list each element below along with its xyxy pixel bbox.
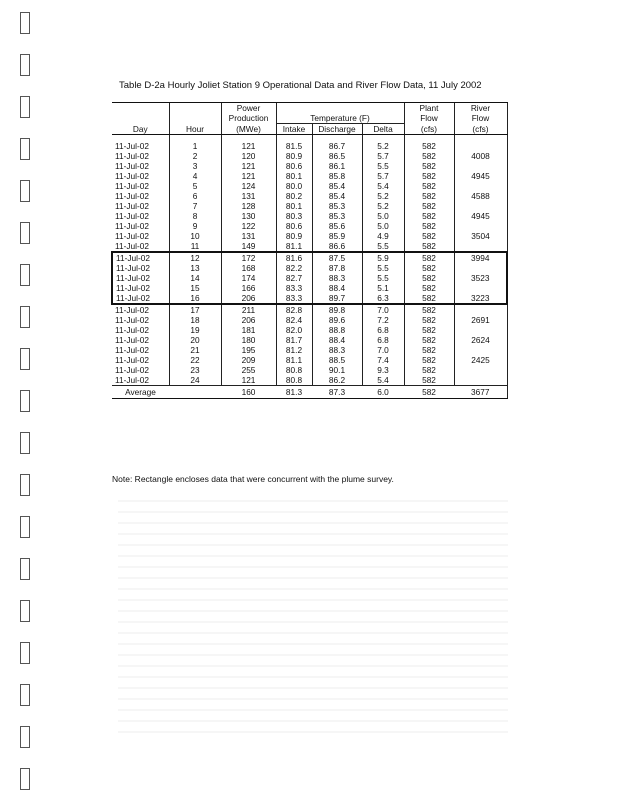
table-row bbox=[112, 283, 507, 293]
day-cell: 11-Jul-02 bbox=[115, 375, 149, 385]
discharge-cell: 86.6 bbox=[312, 241, 362, 252]
plant-flow-cell: 582 bbox=[404, 231, 454, 241]
power-cell: 128 bbox=[221, 201, 276, 211]
plant-flow-cell: 582 bbox=[404, 345, 454, 355]
delta-cell: 4.9 bbox=[362, 231, 404, 241]
header-plant-line3: (cfs) bbox=[404, 124, 454, 135]
hour-cell: 16 bbox=[169, 293, 221, 304]
power-cell: 166 bbox=[221, 283, 276, 293]
header-power-line2: Production bbox=[221, 113, 276, 124]
average-plant-flow: 582 bbox=[404, 386, 454, 399]
river-flow-cell bbox=[454, 365, 507, 375]
plant-flow-cell: 582 bbox=[404, 171, 454, 181]
discharge-cell: 89.7 bbox=[312, 293, 362, 304]
day-cell: 11-Jul-02 bbox=[115, 335, 149, 345]
day-cell: 11-Jul-02 bbox=[115, 171, 149, 181]
power-cell: 131 bbox=[221, 191, 276, 201]
hour-cell: 11 bbox=[169, 241, 221, 252]
plant-flow-cell: 582 bbox=[404, 304, 454, 315]
table-row bbox=[112, 151, 507, 161]
hour-cell: 9 bbox=[169, 221, 221, 231]
table-row bbox=[112, 171, 507, 181]
river-flow-cell: 3223 bbox=[454, 293, 507, 304]
intake-cell: 80.8 bbox=[276, 365, 312, 375]
intake-cell: 80.3 bbox=[276, 211, 312, 221]
average-label: Average bbox=[112, 386, 169, 399]
table-row bbox=[112, 293, 507, 304]
power-cell: 174 bbox=[221, 273, 276, 283]
river-flow-cell: 3994 bbox=[454, 252, 507, 263]
delta-cell: 6.8 bbox=[362, 335, 404, 345]
delta-cell: 7.0 bbox=[362, 304, 404, 315]
power-cell: 120 bbox=[221, 151, 276, 161]
header-plant-line2: Flow bbox=[404, 113, 454, 124]
plant-flow-cell: 582 bbox=[404, 365, 454, 375]
delta-cell: 7.0 bbox=[362, 345, 404, 355]
discharge-cell: 88.3 bbox=[312, 273, 362, 283]
header-day: Day bbox=[112, 124, 169, 135]
delta-cell: 5.4 bbox=[362, 375, 404, 386]
hour-cell: 6 bbox=[169, 191, 221, 201]
header-hour-blank-2 bbox=[169, 113, 221, 124]
delta-cell: 7.2 bbox=[362, 315, 404, 325]
binder-hole-icon bbox=[20, 768, 30, 790]
average-hour bbox=[169, 386, 221, 399]
plant-flow-cell: 582 bbox=[404, 283, 454, 293]
average-row bbox=[112, 386, 507, 399]
binder-hole-icon bbox=[20, 516, 30, 538]
plant-flow-cell: 582 bbox=[404, 241, 454, 252]
binder-hole-icon bbox=[20, 12, 30, 34]
day-cell: 11-Jul-02 bbox=[115, 355, 149, 365]
plant-flow-cell: 582 bbox=[404, 273, 454, 283]
power-cell: 121 bbox=[221, 171, 276, 181]
hour-cell: 15 bbox=[169, 283, 221, 293]
discharge-cell: 86.5 bbox=[312, 151, 362, 161]
operational-data-table bbox=[111, 102, 508, 399]
intake-cell: 81.1 bbox=[276, 241, 312, 252]
power-cell: 206 bbox=[221, 315, 276, 325]
river-flow-cell: 3523 bbox=[454, 273, 507, 283]
river-flow-cell: 3504 bbox=[454, 231, 507, 241]
river-flow-cell bbox=[454, 304, 507, 315]
plant-flow-cell: 582 bbox=[404, 191, 454, 201]
day-cell: 11-Jul-02 bbox=[115, 141, 149, 151]
hour-cell: 7 bbox=[169, 201, 221, 211]
table-row bbox=[112, 355, 507, 365]
power-cell: 181 bbox=[221, 325, 276, 335]
power-cell: 168 bbox=[221, 263, 276, 273]
day-cell: 11-Jul-02 bbox=[112, 283, 169, 293]
river-flow-cell: 2624 bbox=[454, 335, 507, 345]
delta-cell: 5.5 bbox=[362, 263, 404, 273]
binder-hole-icon bbox=[20, 600, 30, 622]
table-container bbox=[111, 102, 508, 399]
binder-hole-icon bbox=[20, 684, 30, 706]
river-flow-cell: 2691 bbox=[454, 315, 507, 325]
day-cell: 11-Jul-02 bbox=[115, 345, 149, 355]
day-cell: 11-Jul-02 bbox=[112, 293, 169, 304]
day-cell: 11-Jul-02 bbox=[115, 211, 149, 221]
table-row bbox=[112, 263, 507, 273]
plant-flow-cell: 582 bbox=[404, 221, 454, 231]
hour-cell: 20 bbox=[169, 335, 221, 345]
header-temp-blank bbox=[276, 103, 404, 114]
table-row bbox=[112, 304, 507, 315]
river-flow-cell bbox=[454, 181, 507, 191]
table-row bbox=[112, 191, 507, 201]
binder-hole-icon bbox=[20, 96, 30, 118]
intake-cell: 83.3 bbox=[276, 293, 312, 304]
power-cell: 211 bbox=[221, 304, 276, 315]
discharge-cell: 85.9 bbox=[312, 231, 362, 241]
plant-flow-cell: 582 bbox=[404, 355, 454, 365]
hour-cell: 4 bbox=[169, 171, 221, 181]
day-cell: 11-Jul-02 bbox=[115, 201, 149, 211]
table-row bbox=[112, 141, 507, 151]
intake-cell: 80.9 bbox=[276, 231, 312, 241]
header-intake: Intake bbox=[276, 124, 312, 135]
table-row bbox=[112, 365, 507, 375]
plant-flow-cell: 582 bbox=[404, 141, 454, 151]
bleed-through-texture bbox=[118, 500, 508, 740]
header-delta: Delta bbox=[362, 124, 404, 135]
power-cell: 124 bbox=[221, 181, 276, 191]
binder-hole-icon bbox=[20, 558, 30, 580]
delta-cell: 6.8 bbox=[362, 325, 404, 335]
discharge-cell: 88.8 bbox=[312, 325, 362, 335]
intake-cell: 82.4 bbox=[276, 315, 312, 325]
plant-flow-cell: 582 bbox=[404, 161, 454, 171]
intake-cell: 81.7 bbox=[276, 335, 312, 345]
header-plant-line1: Plant bbox=[404, 103, 454, 114]
river-flow-cell bbox=[454, 375, 507, 386]
plant-flow-cell: 582 bbox=[404, 263, 454, 273]
day-cell: 11-Jul-02 bbox=[115, 325, 149, 335]
power-cell: 131 bbox=[221, 231, 276, 241]
table-row bbox=[112, 161, 507, 171]
power-cell: 255 bbox=[221, 365, 276, 375]
table-row bbox=[112, 231, 507, 241]
header-river-line1: River bbox=[454, 103, 507, 114]
discharge-cell: 87.8 bbox=[312, 263, 362, 273]
binder-hole-icon bbox=[20, 306, 30, 328]
plant-flow-cell: 582 bbox=[404, 181, 454, 191]
power-cell: 121 bbox=[221, 161, 276, 171]
binder-hole-icon bbox=[20, 474, 30, 496]
delta-cell: 5.7 bbox=[362, 151, 404, 161]
river-flow-cell bbox=[454, 221, 507, 231]
delta-cell: 5.9 bbox=[362, 252, 404, 263]
binder-hole-icon bbox=[20, 264, 30, 286]
plant-flow-cell: 582 bbox=[404, 375, 454, 386]
binder-hole-icon bbox=[20, 726, 30, 748]
header-river-line2: Flow bbox=[454, 113, 507, 124]
intake-cell: 82.8 bbox=[276, 304, 312, 315]
intake-cell: 80.0 bbox=[276, 181, 312, 191]
average-intake: 81.3 bbox=[276, 386, 312, 399]
river-flow-cell: 4945 bbox=[454, 171, 507, 181]
river-flow-cell: 2425 bbox=[454, 355, 507, 365]
discharge-cell: 89.8 bbox=[312, 304, 362, 315]
discharge-cell: 88.4 bbox=[312, 283, 362, 293]
binder-hole-icon bbox=[20, 138, 30, 160]
river-flow-cell bbox=[454, 325, 507, 335]
intake-cell: 80.1 bbox=[276, 201, 312, 211]
binder-hole-icon bbox=[20, 348, 30, 370]
power-cell: 209 bbox=[221, 355, 276, 365]
intake-cell: 81.2 bbox=[276, 345, 312, 355]
discharge-cell: 88.3 bbox=[312, 345, 362, 355]
power-cell: 195 bbox=[221, 345, 276, 355]
river-flow-cell bbox=[454, 141, 507, 151]
hour-cell: 8 bbox=[169, 211, 221, 221]
table-row bbox=[112, 315, 507, 325]
header-temperature: Temperature (F) bbox=[276, 113, 404, 124]
intake-cell: 82.7 bbox=[276, 273, 312, 283]
power-cell: 122 bbox=[221, 221, 276, 231]
day-cell: 11-Jul-02 bbox=[115, 231, 149, 241]
binder-hole-icon bbox=[20, 390, 30, 412]
average-discharge: 87.3 bbox=[312, 386, 362, 399]
plant-flow-cell: 582 bbox=[404, 315, 454, 325]
delta-cell: 5.0 bbox=[362, 211, 404, 221]
power-cell: 121 bbox=[221, 141, 276, 151]
day-cell: 11-Jul-02 bbox=[115, 161, 149, 171]
discharge-cell: 85.6 bbox=[312, 221, 362, 231]
plant-flow-cell: 582 bbox=[404, 201, 454, 211]
delta-cell: 5.7 bbox=[362, 171, 404, 181]
discharge-cell: 85.4 bbox=[312, 181, 362, 191]
discharge-cell: 86.7 bbox=[312, 141, 362, 151]
intake-cell: 80.9 bbox=[276, 151, 312, 161]
header-day-blank bbox=[112, 103, 169, 114]
header-power-line3: (MWe) bbox=[221, 124, 276, 135]
header-day-blank-2 bbox=[112, 113, 169, 124]
hour-cell: 19 bbox=[169, 325, 221, 335]
day-cell: 11-Jul-02 bbox=[115, 315, 149, 325]
day-cell: 11-Jul-02 bbox=[115, 241, 149, 251]
plant-flow-cell: 582 bbox=[404, 151, 454, 161]
power-cell: 130 bbox=[221, 211, 276, 221]
table-row bbox=[112, 241, 507, 252]
day-cell: 11-Jul-02 bbox=[112, 252, 169, 263]
intake-cell: 82.0 bbox=[276, 325, 312, 335]
intake-cell: 80.8 bbox=[276, 375, 312, 386]
header-river-line3: (cfs) bbox=[454, 124, 507, 135]
discharge-cell: 86.1 bbox=[312, 161, 362, 171]
binder-hole-icon bbox=[20, 222, 30, 244]
average-delta: 6.0 bbox=[362, 386, 404, 399]
discharge-cell: 88.4 bbox=[312, 335, 362, 345]
delta-cell: 5.2 bbox=[362, 191, 404, 201]
delta-cell: 5.5 bbox=[362, 161, 404, 171]
table-title: Table D-2a Hourly Joliet Station 9 Operational Data and River Flow Data, 11 July 2002 bbox=[119, 80, 482, 91]
header-hour: Hour bbox=[169, 124, 221, 135]
hour-cell: 2 bbox=[169, 151, 221, 161]
binder-hole-icon bbox=[20, 180, 30, 202]
table-row bbox=[112, 211, 507, 221]
discharge-cell: 87.5 bbox=[312, 252, 362, 263]
binder-hole-icon bbox=[20, 54, 30, 76]
table-row bbox=[112, 335, 507, 345]
average-river-flow: 3677 bbox=[454, 386, 507, 399]
table-note: Note: Rectangle encloses data that were concurrent with the plume survey. bbox=[112, 474, 394, 484]
plant-flow-cell: 582 bbox=[404, 252, 454, 263]
river-flow-cell bbox=[454, 263, 507, 273]
hour-cell: 12 bbox=[169, 252, 221, 263]
hour-cell: 24 bbox=[169, 375, 221, 386]
table-row bbox=[112, 201, 507, 211]
table-row bbox=[112, 345, 507, 355]
discharge-cell: 88.5 bbox=[312, 355, 362, 365]
table-row bbox=[112, 325, 507, 335]
delta-cell: 5.5 bbox=[362, 273, 404, 283]
river-flow-cell bbox=[454, 161, 507, 171]
delta-cell: 5.2 bbox=[362, 141, 404, 151]
hour-cell: 14 bbox=[169, 273, 221, 283]
binder-hole-icon bbox=[20, 432, 30, 454]
table-body bbox=[112, 135, 507, 386]
hour-cell: 18 bbox=[169, 315, 221, 325]
power-cell: 180 bbox=[221, 335, 276, 345]
table-row bbox=[112, 252, 507, 263]
delta-cell: 5.4 bbox=[362, 181, 404, 191]
delta-cell: 9.3 bbox=[362, 365, 404, 375]
river-flow-cell bbox=[454, 201, 507, 211]
intake-cell: 82.2 bbox=[276, 263, 312, 273]
plant-flow-cell: 582 bbox=[404, 335, 454, 345]
hour-cell: 22 bbox=[169, 355, 221, 365]
intake-cell: 81.6 bbox=[276, 252, 312, 263]
river-flow-cell bbox=[454, 241, 507, 252]
day-cell: 11-Jul-02 bbox=[115, 365, 149, 375]
discharge-cell: 85.3 bbox=[312, 201, 362, 211]
intake-cell: 80.6 bbox=[276, 161, 312, 171]
day-cell: 11-Jul-02 bbox=[115, 191, 149, 201]
hour-cell: 21 bbox=[169, 345, 221, 355]
delta-cell: 6.3 bbox=[362, 293, 404, 304]
day-cell: 11-Jul-02 bbox=[112, 273, 169, 283]
power-cell: 149 bbox=[221, 241, 276, 252]
day-cell: 11-Jul-02 bbox=[115, 151, 149, 161]
header-power-line1: Power bbox=[221, 103, 276, 114]
delta-cell: 5.5 bbox=[362, 241, 404, 252]
discharge-cell: 86.2 bbox=[312, 375, 362, 386]
average-power: 160 bbox=[221, 386, 276, 399]
intake-cell: 81.5 bbox=[276, 141, 312, 151]
hour-cell: 10 bbox=[169, 231, 221, 241]
plant-flow-cell: 582 bbox=[404, 293, 454, 304]
river-flow-cell: 4945 bbox=[454, 211, 507, 221]
hour-cell: 1 bbox=[169, 141, 221, 151]
intake-cell: 80.1 bbox=[276, 171, 312, 181]
discharge-cell: 85.3 bbox=[312, 211, 362, 221]
power-cell: 206 bbox=[221, 293, 276, 304]
intake-cell: 81.1 bbox=[276, 355, 312, 365]
table-row bbox=[112, 221, 507, 231]
intake-cell: 83.3 bbox=[276, 283, 312, 293]
power-cell: 172 bbox=[221, 252, 276, 263]
intake-cell: 80.2 bbox=[276, 191, 312, 201]
discharge-cell: 85.8 bbox=[312, 171, 362, 181]
day-cell: 11-Jul-02 bbox=[112, 263, 169, 273]
intake-cell: 80.6 bbox=[276, 221, 312, 231]
river-flow-cell: 4008 bbox=[454, 151, 507, 161]
table-row bbox=[112, 375, 507, 386]
river-flow-cell: 4588 bbox=[454, 191, 507, 201]
table-row bbox=[112, 273, 507, 283]
river-flow-cell bbox=[454, 345, 507, 355]
day-cell: 11-Jul-02 bbox=[115, 305, 149, 315]
day-cell: 11-Jul-02 bbox=[115, 221, 149, 231]
delta-cell: 5.1 bbox=[362, 283, 404, 293]
hour-cell: 17 bbox=[169, 304, 221, 315]
power-cell: 121 bbox=[221, 375, 276, 386]
hour-cell: 13 bbox=[169, 263, 221, 273]
plant-flow-cell: 582 bbox=[404, 211, 454, 221]
discharge-cell: 89.6 bbox=[312, 315, 362, 325]
river-flow-cell bbox=[454, 283, 507, 293]
binder-hole-icon bbox=[20, 642, 30, 664]
delta-cell: 7.4 bbox=[362, 355, 404, 365]
table-row bbox=[112, 181, 507, 191]
hour-cell: 23 bbox=[169, 365, 221, 375]
delta-cell: 5.2 bbox=[362, 201, 404, 211]
discharge-cell: 85.4 bbox=[312, 191, 362, 201]
discharge-cell: 90.1 bbox=[312, 365, 362, 375]
header-discharge: Discharge bbox=[312, 124, 362, 135]
day-cell: 11-Jul-02 bbox=[115, 181, 149, 191]
hour-cell: 5 bbox=[169, 181, 221, 191]
header-hour-blank bbox=[169, 103, 221, 114]
delta-cell: 5.0 bbox=[362, 221, 404, 231]
plant-flow-cell: 582 bbox=[404, 325, 454, 335]
hour-cell: 3 bbox=[169, 161, 221, 171]
